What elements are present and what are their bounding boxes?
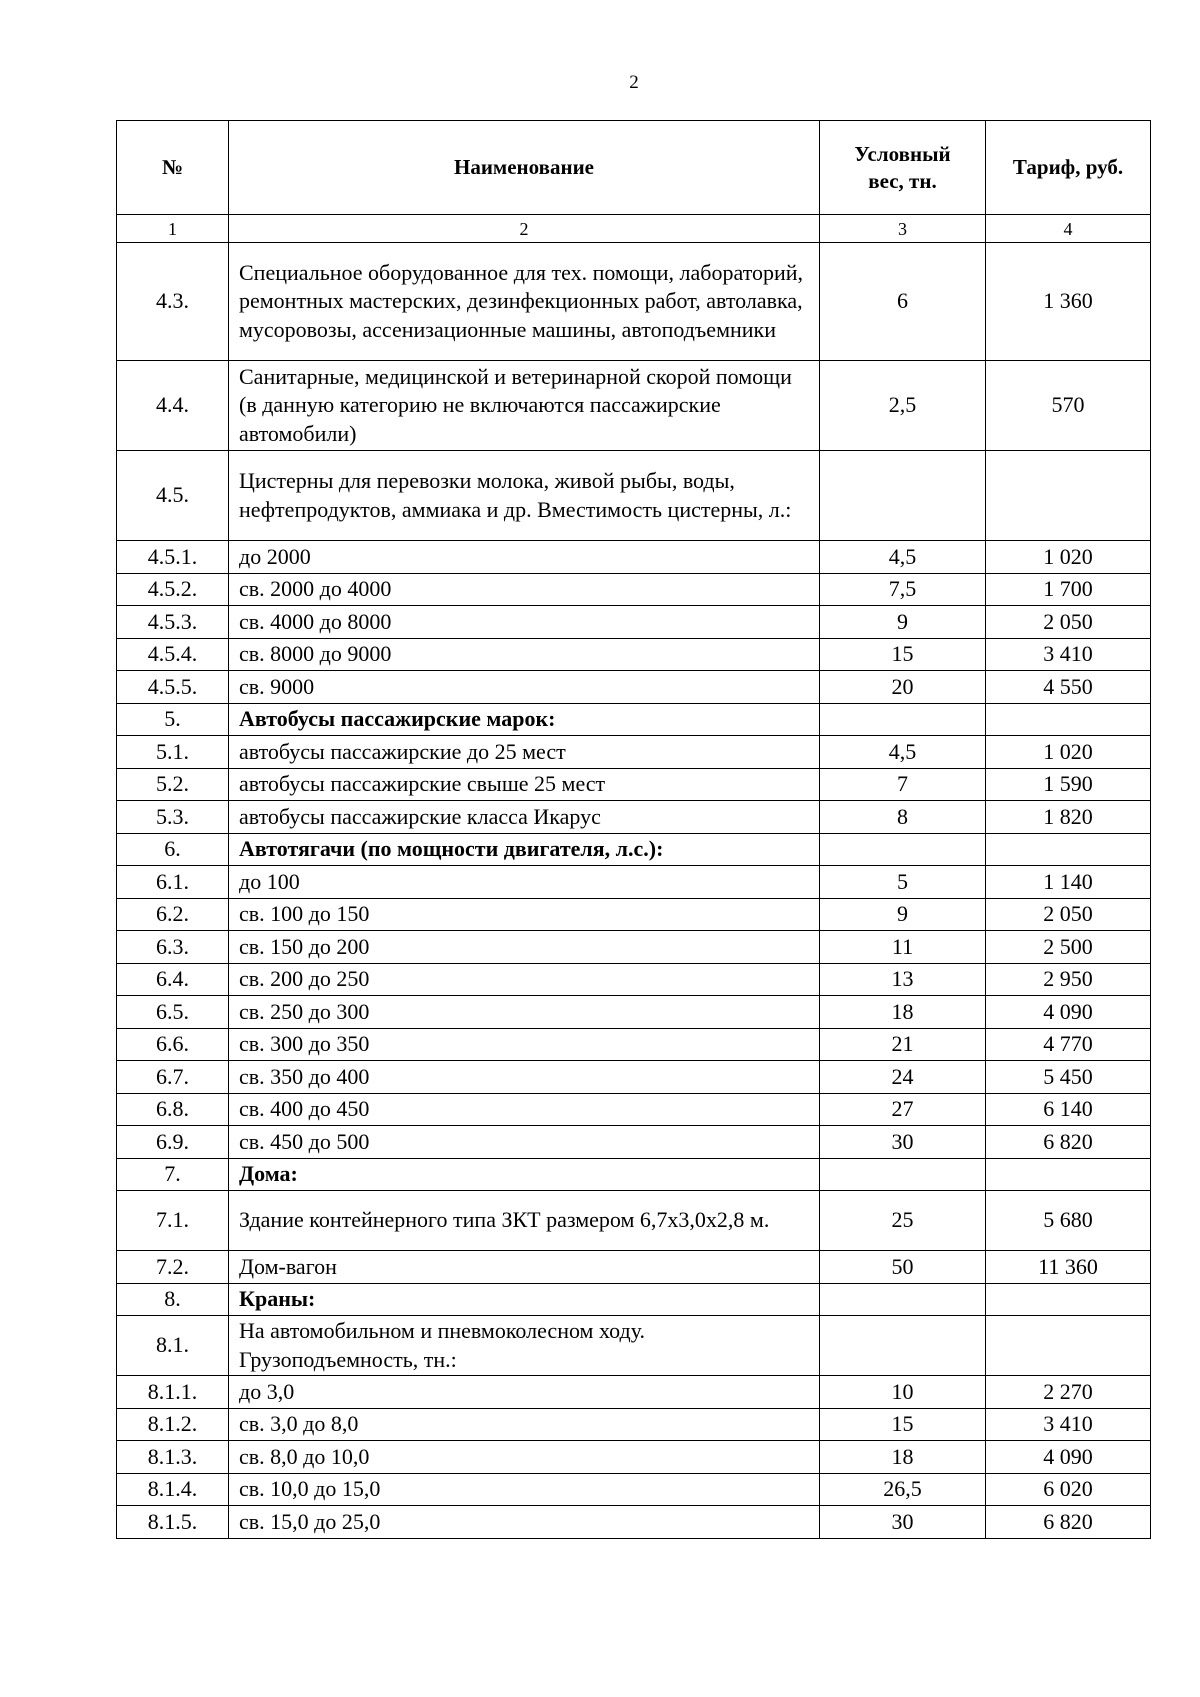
table-row xyxy=(117,243,1151,361)
table-row xyxy=(117,736,1151,769)
row-name: Специальное оборудованное для тех. помощи, лабораторий, ремонтных мастерских, дезинфекционных работ, автолавка, мусоровозы, ассенизационные машины, автоподъемники xyxy=(229,243,820,361)
row-name: Автотягачи (по мощности двигателя, л.с.): xyxy=(229,833,820,866)
table-row xyxy=(117,1093,1151,1126)
row-num: 6.4. xyxy=(117,963,229,996)
row-num: 8.1.1. xyxy=(117,1376,229,1409)
row-name: св. 200 до 250 xyxy=(229,963,820,996)
row-num: 4.5.3. xyxy=(117,606,229,639)
row-weight xyxy=(820,1316,986,1376)
table-row xyxy=(117,1028,1151,1061)
row-num: 4.5.2. xyxy=(117,573,229,606)
row-name: св. 450 до 500 xyxy=(229,1126,820,1159)
row-weight: 30 xyxy=(820,1506,986,1539)
table-row xyxy=(117,1158,1151,1191)
row-num: 7.1. xyxy=(117,1191,229,1251)
row-tariff: 3 410 xyxy=(986,1408,1151,1441)
row-weight: 26,5 xyxy=(820,1473,986,1506)
row-weight: 20 xyxy=(820,671,986,704)
row-name: св. 10,0 до 15,0 xyxy=(229,1473,820,1506)
tariff-table xyxy=(116,120,1151,1539)
row-num: 5.2. xyxy=(117,768,229,801)
row-tariff: 3 410 xyxy=(986,638,1151,671)
row-tariff: 5 450 xyxy=(986,1061,1151,1094)
table-row xyxy=(117,931,1151,964)
row-tariff: 2 050 xyxy=(986,606,1151,639)
row-num: 8.1.3. xyxy=(117,1441,229,1474)
row-num: 5.1. xyxy=(117,736,229,769)
row-num: 8.1. xyxy=(117,1316,229,1376)
table-row xyxy=(117,1376,1151,1409)
row-tariff xyxy=(986,833,1151,866)
row-num: 8.1.4. xyxy=(117,1473,229,1506)
row-tariff: 4 090 xyxy=(986,1441,1151,1474)
row-num: 6.1. xyxy=(117,866,229,899)
row-weight: 8 xyxy=(820,801,986,834)
table-row xyxy=(117,1191,1151,1251)
row-num: 6.2. xyxy=(117,898,229,931)
row-weight: 6 xyxy=(820,243,986,361)
row-name: св. 15,0 до 25,0 xyxy=(229,1506,820,1539)
column-number: 4 xyxy=(986,215,1151,243)
row-tariff: 6 020 xyxy=(986,1473,1151,1506)
row-tariff xyxy=(986,451,1151,541)
row-weight xyxy=(820,451,986,541)
row-name: св. 4000 до 8000 xyxy=(229,606,820,639)
table-row xyxy=(117,866,1151,899)
table-body xyxy=(117,243,1151,1539)
header-num: № xyxy=(117,121,229,215)
row-tariff: 2 950 xyxy=(986,963,1151,996)
row-tariff: 1 700 xyxy=(986,573,1151,606)
row-tariff: 6 820 xyxy=(986,1506,1151,1539)
row-name: св. 8000 до 9000 xyxy=(229,638,820,671)
table-row xyxy=(117,1473,1151,1506)
row-tariff xyxy=(986,1283,1151,1316)
table-row xyxy=(117,541,1151,574)
row-tariff xyxy=(986,703,1151,736)
row-name: св. 300 до 350 xyxy=(229,1028,820,1061)
row-weight: 7,5 xyxy=(820,573,986,606)
table-row xyxy=(117,1251,1151,1284)
row-num: 8.1.2. xyxy=(117,1408,229,1441)
column-number: 1 xyxy=(117,215,229,243)
header-name: Наименование xyxy=(229,121,820,215)
row-tariff: 2 270 xyxy=(986,1376,1151,1409)
row-tariff: 4 090 xyxy=(986,996,1151,1029)
row-weight xyxy=(820,1283,986,1316)
row-name: автобусы пассажирские до 25 мест xyxy=(229,736,820,769)
row-tariff: 6 820 xyxy=(986,1126,1151,1159)
row-weight: 2,5 xyxy=(820,361,986,451)
row-name: Санитарные, медицинской и ветеринарной скорой помощи (в данную категорию не включаются пассажирские автомобили) xyxy=(229,361,820,451)
row-num: 7.2. xyxy=(117,1251,229,1284)
row-tariff: 1 590 xyxy=(986,768,1151,801)
row-tariff: 11 360 xyxy=(986,1251,1151,1284)
row-num: 4.3. xyxy=(117,243,229,361)
header-row xyxy=(117,121,1151,215)
column-number: 2 xyxy=(229,215,820,243)
row-name: св. 2000 до 4000 xyxy=(229,573,820,606)
row-num: 6. xyxy=(117,833,229,866)
row-tariff: 1 020 xyxy=(986,541,1151,574)
row-num: 6.3. xyxy=(117,931,229,964)
row-tariff: 1 020 xyxy=(986,736,1151,769)
header-weight: Условный вес, тн. xyxy=(820,121,986,215)
row-weight: 10 xyxy=(820,1376,986,1409)
row-name: автобусы пассажирские класса Икарус xyxy=(229,801,820,834)
row-name: до 3,0 xyxy=(229,1376,820,1409)
row-weight: 4,5 xyxy=(820,541,986,574)
row-num: 6.8. xyxy=(117,1093,229,1126)
table-row xyxy=(117,1316,1151,1376)
row-num: 4.5.4. xyxy=(117,638,229,671)
row-name: св. 250 до 300 xyxy=(229,996,820,1029)
row-weight: 50 xyxy=(820,1251,986,1284)
row-weight: 24 xyxy=(820,1061,986,1094)
row-num: 6.7. xyxy=(117,1061,229,1094)
row-name: св. 150 до 200 xyxy=(229,931,820,964)
row-tariff: 5 680 xyxy=(986,1191,1151,1251)
row-tariff xyxy=(986,1316,1151,1376)
row-name: св. 400 до 450 xyxy=(229,1093,820,1126)
row-weight: 15 xyxy=(820,1408,986,1441)
table-row xyxy=(117,1441,1151,1474)
table-row xyxy=(117,671,1151,704)
row-num: 4.5.1. xyxy=(117,541,229,574)
row-weight xyxy=(820,833,986,866)
page-number: 2 xyxy=(629,72,639,93)
row-num: 6.6. xyxy=(117,1028,229,1061)
row-tariff: 6 140 xyxy=(986,1093,1151,1126)
row-num: 6.9. xyxy=(117,1126,229,1159)
row-num: 4.4. xyxy=(117,361,229,451)
row-weight: 30 xyxy=(820,1126,986,1159)
row-weight: 18 xyxy=(820,996,986,1029)
row-name: Дома: xyxy=(229,1158,820,1191)
row-tariff: 4 770 xyxy=(986,1028,1151,1061)
row-num: 5.3. xyxy=(117,801,229,834)
row-num: 4.5. xyxy=(117,451,229,541)
header-tariff: Тариф, руб. xyxy=(986,121,1151,215)
row-weight: 25 xyxy=(820,1191,986,1251)
column-number: 3 xyxy=(820,215,986,243)
row-weight: 15 xyxy=(820,638,986,671)
row-name: Цистерны для перевозки молока, живой рыбы, воды, нефтепродуктов, аммиака и др. Вместимость цистерны, л.: xyxy=(229,451,820,541)
row-weight: 21 xyxy=(820,1028,986,1061)
row-name: св. 3,0 до 8,0 xyxy=(229,1408,820,1441)
table-row xyxy=(117,898,1151,931)
row-weight: 27 xyxy=(820,1093,986,1126)
row-tariff xyxy=(986,1158,1151,1191)
table-row xyxy=(117,1408,1151,1441)
table-row xyxy=(117,703,1151,736)
table-row xyxy=(117,573,1151,606)
row-name: св. 100 до 150 xyxy=(229,898,820,931)
row-num: 8.1.5. xyxy=(117,1506,229,1539)
row-weight: 9 xyxy=(820,606,986,639)
row-name: На автомобильном и пневмоколесном ходу. Грузоподъемность, тн.: xyxy=(229,1316,820,1376)
row-weight: 18 xyxy=(820,1441,986,1474)
row-name: Краны: xyxy=(229,1283,820,1316)
row-tariff: 1 820 xyxy=(986,801,1151,834)
table-row xyxy=(117,606,1151,639)
row-weight: 13 xyxy=(820,963,986,996)
row-num: 5. xyxy=(117,703,229,736)
row-name: Дом-вагон xyxy=(229,1251,820,1284)
table-row xyxy=(117,801,1151,834)
table-row xyxy=(117,1126,1151,1159)
row-name: св. 9000 xyxy=(229,671,820,704)
row-num: 7. xyxy=(117,1158,229,1191)
row-weight xyxy=(820,1158,986,1191)
row-weight: 7 xyxy=(820,768,986,801)
table-row xyxy=(117,768,1151,801)
table-row xyxy=(117,1061,1151,1094)
row-num: 6.5. xyxy=(117,996,229,1029)
row-tariff: 4 550 xyxy=(986,671,1151,704)
row-name: Автобусы пассажирские марок: xyxy=(229,703,820,736)
table-row xyxy=(117,361,1151,451)
column-number-row xyxy=(117,215,1151,243)
row-tariff: 1 360 xyxy=(986,243,1151,361)
row-num: 4.5.5. xyxy=(117,671,229,704)
table-row xyxy=(117,833,1151,866)
row-weight: 9 xyxy=(820,898,986,931)
row-name: св. 8,0 до 10,0 xyxy=(229,1441,820,1474)
row-num: 8. xyxy=(117,1283,229,1316)
row-name: до 2000 xyxy=(229,541,820,574)
row-weight xyxy=(820,703,986,736)
row-tariff: 2 050 xyxy=(986,898,1151,931)
row-weight: 4,5 xyxy=(820,736,986,769)
row-name: Здание контейнерного типа ЗКТ размером 6,7х3,0х2,8 м. xyxy=(229,1191,820,1251)
table-row xyxy=(117,963,1151,996)
table-row xyxy=(117,1506,1151,1539)
row-weight: 5 xyxy=(820,866,986,899)
table-row xyxy=(117,1283,1151,1316)
row-tariff: 1 140 xyxy=(986,866,1151,899)
table-row xyxy=(117,638,1151,671)
table-row xyxy=(117,996,1151,1029)
row-tariff: 2 500 xyxy=(986,931,1151,964)
row-name: до 100 xyxy=(229,866,820,899)
row-tariff: 570 xyxy=(986,361,1151,451)
row-name: автобусы пассажирские свыше 25 мест xyxy=(229,768,820,801)
row-weight: 11 xyxy=(820,931,986,964)
table-row xyxy=(117,451,1151,541)
row-name: св. 350 до 400 xyxy=(229,1061,820,1094)
